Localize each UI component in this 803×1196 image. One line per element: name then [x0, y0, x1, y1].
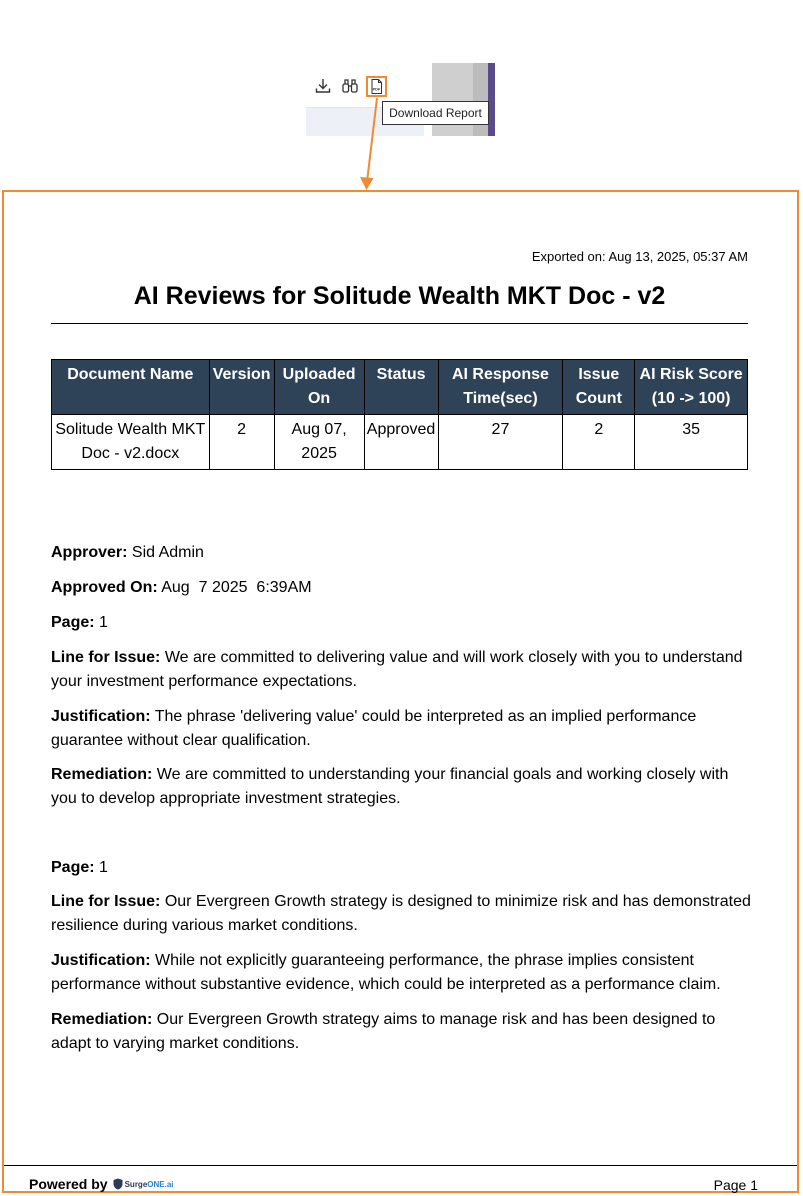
pdf-button[interactable] — [366, 76, 387, 97]
table-header: Document Name — [52, 360, 210, 415]
table-header: AI Risk Score (10 -> 100) — [635, 360, 748, 415]
field-label: Page: — [51, 859, 95, 876]
pdf-icon-text: PDF — [372, 87, 381, 92]
field-label: Remediation: — [51, 766, 153, 783]
field-value: We are committed to delivering value and will work closely with you to understand your investment performance expectations. — [51, 649, 743, 690]
table-header: Version — [209, 360, 274, 415]
logo-text-part: ONE.ai — [147, 1179, 174, 1189]
table-cell: Aug 07, 2025 — [274, 415, 364, 470]
issue-justification-field — [51, 949, 751, 997]
field-label: Approved On: — [51, 579, 158, 596]
title-divider — [51, 323, 748, 324]
field-value: 1 — [99, 859, 108, 876]
field-value: Sid Admin — [131, 544, 204, 561]
issue-line-field — [51, 646, 751, 694]
field-label: Line for Issue: — [51, 649, 161, 666]
field-label: Approver: — [51, 544, 128, 561]
report-title: AI Reviews for Solitude Wealth MKT Doc - v2 — [133, 282, 666, 310]
surgeone-logo — [113, 1178, 174, 1190]
table-row — [52, 415, 748, 470]
table-header: Issue Count — [563, 360, 635, 415]
table-cell: 2 — [563, 415, 635, 470]
field-label: Page: — [51, 614, 95, 631]
logo-text-part: Surge — [124, 1179, 148, 1189]
download-icon[interactable] — [313, 76, 333, 96]
powered-by — [29, 1176, 174, 1192]
issue-remediation-field — [51, 1008, 751, 1056]
field-value: Aug 7 2025 6:39AM — [161, 579, 312, 596]
issue-page-field — [51, 611, 751, 635]
powered-by-label: Powered by — [29, 1176, 108, 1192]
export-timestamp: Exported on: Aug 13, 2025, 05:37 AM — [531, 249, 748, 264]
table-header: Status — [364, 360, 438, 415]
table-cell: 27 — [438, 415, 563, 470]
pdf-icon — [368, 78, 385, 95]
field-value: We are committed to understanding your financial goals and working closely with you to develop appropriate investment strategies. — [51, 766, 729, 807]
table-header: AI Response Time(sec) — [438, 360, 563, 415]
download-report-tooltip: Download Report — [382, 101, 489, 125]
field-label: Line for Issue: — [51, 893, 161, 910]
summary-table — [51, 359, 748, 470]
table-cell: 35 — [635, 415, 748, 470]
field-value: 1 — [99, 614, 108, 631]
footer-divider — [4, 1165, 797, 1166]
table-cell: 2 — [209, 415, 274, 470]
shield-icon — [113, 1178, 123, 1190]
field-value: The phrase 'delivering value' could be interpreted as an implied performance guarantee without clear qualification. — [51, 708, 697, 749]
table-header: Uploaded On — [274, 360, 364, 415]
approved-on-field — [51, 576, 751, 600]
field-value: While not explicitly guaranteeing performance, the phrase implies consistent performance without substantive evidence, which could be interpreted as a performance claim. — [51, 952, 721, 993]
issue-line-field — [51, 890, 751, 938]
page-number: Page 1 — [713, 1177, 758, 1193]
issue-remediation-field — [51, 763, 751, 811]
issue-page-field — [51, 856, 751, 880]
issue-justification-field — [51, 705, 751, 753]
field-label: Remediation: — [51, 1011, 153, 1028]
side-panel-shadow — [473, 63, 488, 136]
field-value: Our Evergreen Growth strategy is designed to minimize risk and has demonstrated resilience during various market conditions. — [51, 893, 751, 934]
approver-field — [51, 541, 751, 565]
binoculars-icon[interactable] — [340, 76, 360, 96]
field-label: Justification: — [51, 952, 151, 969]
side-panel-accent — [488, 63, 495, 136]
table-cell: Approved — [364, 415, 438, 470]
table-header-row — [52, 360, 748, 415]
table-cell: Solitude Wealth MKT Doc - v2.docx — [52, 415, 210, 470]
field-label: Justification: — [51, 708, 151, 725]
field-value: Our Evergreen Growth strategy aims to manage risk and has been designed to adapt to varying market conditions. — [51, 1011, 716, 1052]
